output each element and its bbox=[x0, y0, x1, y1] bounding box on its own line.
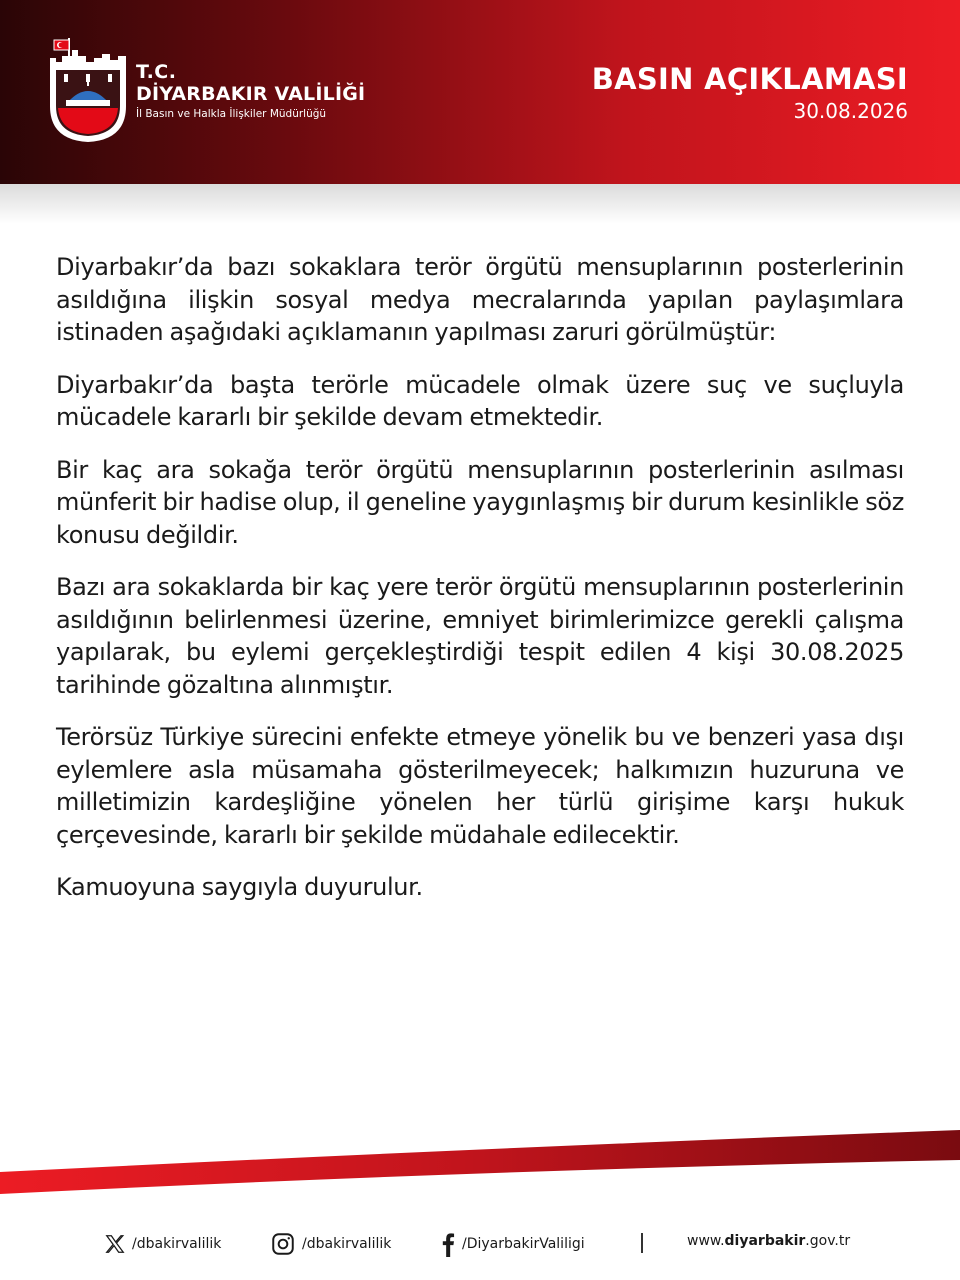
website-link[interactable] bbox=[687, 1233, 850, 1249]
x-handle: /dbakirvalilik bbox=[132, 1236, 222, 1252]
instagram-handle: /dbakirvalilik bbox=[302, 1236, 392, 1252]
footer-wave bbox=[0, 1120, 960, 1210]
x-social-link[interactable] bbox=[104, 1228, 221, 1260]
paragraph: Bazı ara sokaklarda bir kaç yere terör örgütü mensuplarının posterlerinin asıldığının belirlenmesi üzerine, emniyet birimlerimizce gerekli çalışma yapılarak, bu eylemi gerçekleştirdiği tespit edilen 4 kişi 30.08.2025 tarihinde gözaltına alınmıştır. bbox=[56, 573, 904, 699]
press-title: BASIN AÇIKLAMASI bbox=[591, 62, 908, 96]
facebook-handle: /DiyarbakirValiligi bbox=[462, 1236, 585, 1252]
paragraph: Diyarbakır’da bazı sokaklara terör örgütü mensuplarının posterlerinin asıldığına ilişkin sosyal medya mecralarında yapılan paylaşımlara istinaden aşağıdaki açıklamanın yapılması zaruri görülmüştür: bbox=[56, 253, 904, 346]
press-release-block bbox=[592, 62, 908, 126]
org-name: DİYARBAKIR VALİLİĞİ bbox=[136, 83, 366, 105]
instagram-social-link[interactable] bbox=[270, 1228, 391, 1260]
statement-body bbox=[56, 251, 904, 924]
organization-block bbox=[136, 62, 365, 122]
facebook-social-link[interactable] bbox=[440, 1228, 585, 1260]
x-icon bbox=[104, 1233, 126, 1255]
paragraph: Kamuoyuna saygıyla duyurulur. bbox=[56, 873, 423, 901]
header-shadow bbox=[0, 184, 960, 224]
facebook-icon bbox=[440, 1231, 456, 1257]
footer-separator bbox=[641, 1233, 643, 1253]
paragraph: Terörsüz Türkiye sürecini enfekte etmeye yönelik bu ve benzeri yasa dışı eylemlere asla müsamaha gösterilmeyecek; halkımızın huzuruna ve milletimizin kardeşliğine yönelen her türlü girişime karşı hukuk çerçevesinde, kararlı bir şekilde müdahale edilecektir. bbox=[56, 723, 904, 849]
paragraph: Diyarbakır’da başta terörle mücadele olmak üzere suç ve suçluyla mücadele kararlı bir şekilde devam etmektedir. bbox=[56, 370, 904, 431]
diyarbakir-city-walls-flag-logo bbox=[46, 36, 132, 146]
org-subtitle: İl Basın ve Halkla İlişkiler Müdürlüğü bbox=[136, 108, 327, 120]
press-date: 30.08.2026 bbox=[793, 99, 908, 123]
instagram-icon bbox=[270, 1231, 296, 1257]
org-tc: T.C. bbox=[136, 61, 177, 83]
website-prefix: www. bbox=[687, 1233, 725, 1249]
paragraph: Bir kaç ara sokağa terör örgütü mensuplarının posterlerinin asılması münferit bir hadise olup, il geneline yaygınlaşmış bir durum kesinlikle söz konusu değildir. bbox=[56, 455, 904, 549]
website-suffix: .gov.tr bbox=[805, 1233, 851, 1249]
website-domain: diyarbakir bbox=[724, 1233, 806, 1249]
